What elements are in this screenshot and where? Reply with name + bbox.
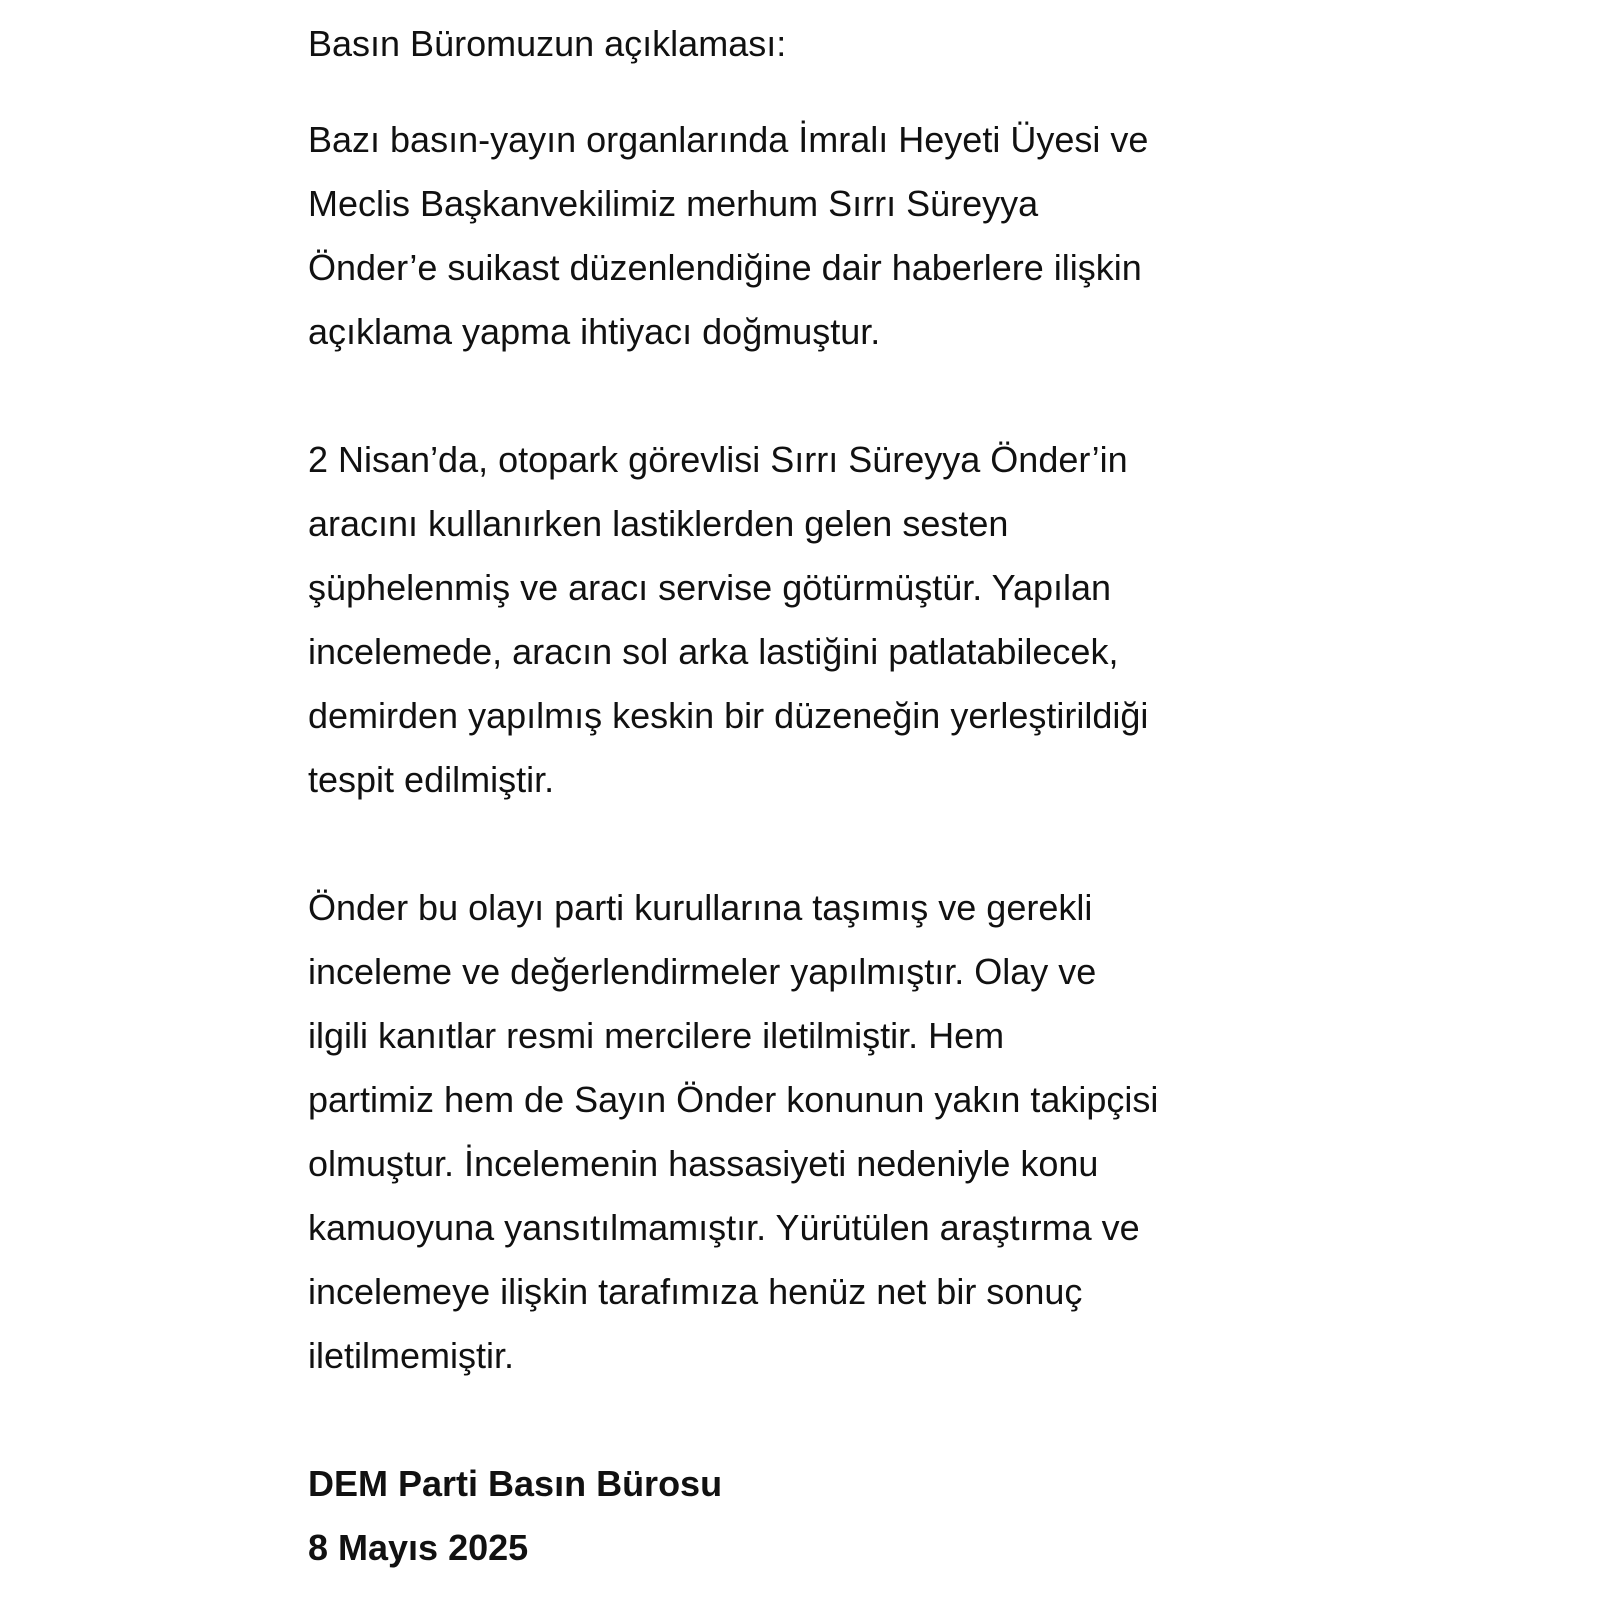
- paragraph-line: olmuştur. İncelemenin hassasiyeti nedeniyle konu: [308, 1143, 1099, 1184]
- signature-date: 8 Mayıs 2025: [308, 1527, 529, 1568]
- paragraph-line: Önder’e suikast düzenlendiğine dair haberlere ilişkin: [308, 247, 1142, 288]
- signature-block: [308, 1452, 1338, 1580]
- paragraph-line: Önder bu olayı parti kurullarına taşımış ve gerekli: [308, 887, 1093, 928]
- paragraph-line: iletilmemiştir.: [308, 1335, 515, 1376]
- paragraph-line: şüphelenmiş ve aracı servise götürmüştür. Yapılan: [308, 567, 1112, 608]
- statement-paragraph-1: [308, 108, 1338, 364]
- signature-organization: DEM Parti Basın Bürosu: [308, 1463, 723, 1504]
- paragraph-line: açıklama yapma ihtiyacı doğmuştur.: [308, 311, 881, 352]
- paragraph-line: inceleme ve değerlendirmeler yapılmıştır. Olay ve: [308, 951, 1097, 992]
- statement-intro: Basın Büromuzun açıklaması:: [308, 23, 787, 64]
- paragraph-line: Meclis Başkanvekilimiz merhum Sırrı Süreyya: [308, 183, 1039, 224]
- paragraph-line: ilgili kanıtlar resmi mercilere iletilmiştir. Hem: [308, 1015, 1005, 1056]
- paragraph-line: 2 Nisan’da, otopark görevlisi Sırrı Süreyya Önder’in: [308, 439, 1128, 480]
- press-statement: [308, 12, 1338, 1580]
- paragraph-line: aracını kullanırken lastiklerden gelen sesten: [308, 503, 1009, 544]
- paragraph-line: kamuoyuna yansıtılmamıştır. Yürütülen araştırma ve: [308, 1207, 1140, 1248]
- paragraph-line: tespit edilmiştir.: [308, 759, 555, 800]
- paragraph-line: incelemeye ilişkin tarafımıza henüz net bir sonuç: [308, 1271, 1083, 1312]
- paragraph-line: Bazı basın-yayın organlarında İmralı Heyeti Üyesi ve: [308, 119, 1149, 160]
- paragraph-line: demirden yapılmış keskin bir düzeneğin yerleştirildiği: [308, 695, 1149, 736]
- paragraph-line: partimiz hem de Sayın Önder konunun yakın takipçisi: [308, 1079, 1159, 1120]
- statement-paragraph-2: [308, 428, 1338, 812]
- paragraph-line: incelemede, aracın sol arka lastiğini patlatabilecek,: [308, 631, 1119, 672]
- statement-paragraph-3: [308, 876, 1338, 1388]
